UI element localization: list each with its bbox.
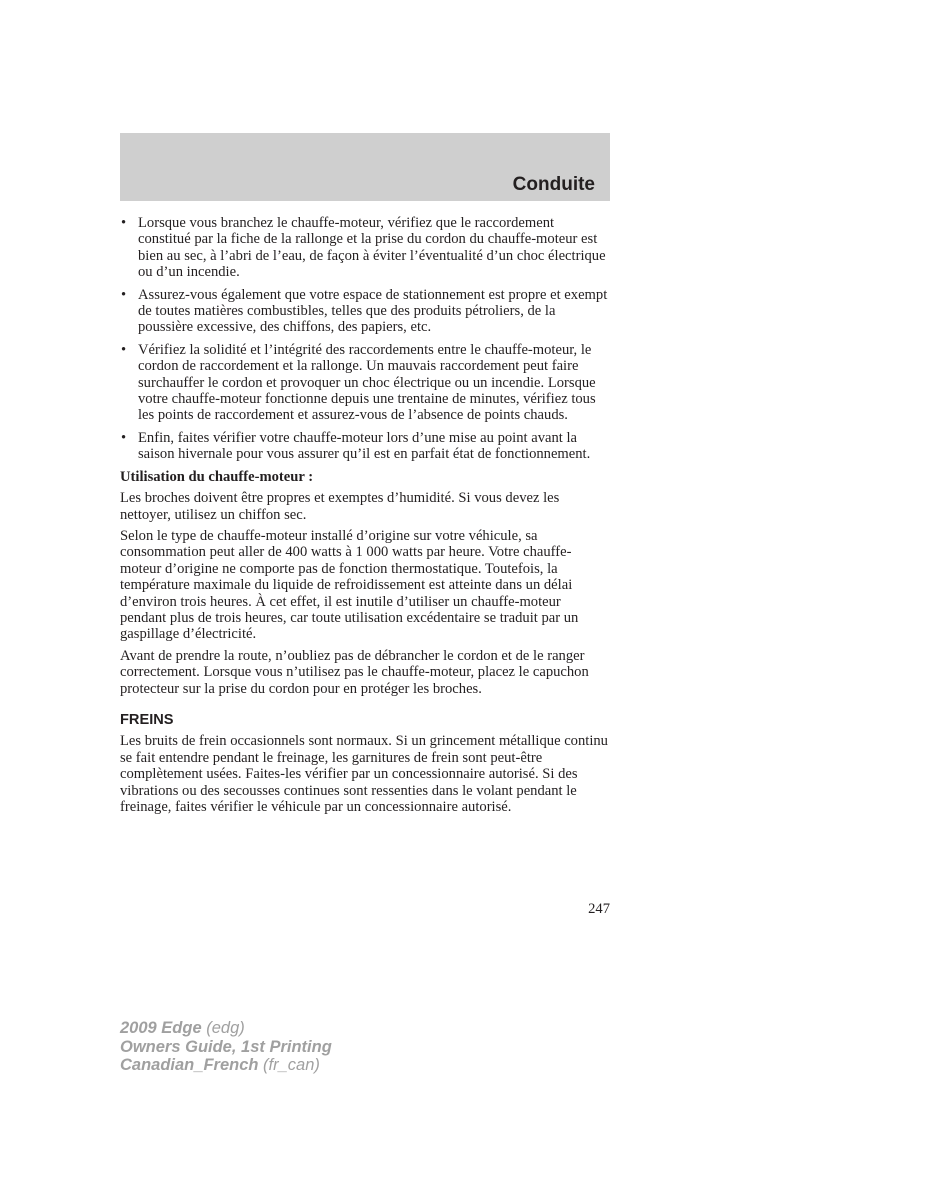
bullet-icon: • (121, 286, 127, 303)
footer-model: 2009 Edge (120, 1019, 202, 1037)
footer-line-model (120, 1019, 332, 1038)
bullet-item (120, 287, 610, 336)
brakes-paragraph: Les bruits de frein occasionnels sont normaux. Si un grincement métallique continu se fait entendre pendant le freinage, les garnitures de frein sont peut-être complètement usées. Faites-les vérifier par un concessionnaire autorisé. Si des vibrations ou des secousses continues sont ressenties dans le volant pendant le freinage, faites vérifier le véhicule par un concessionnaire autorisé. (120, 733, 608, 815)
document-footer (120, 1019, 332, 1075)
footer-line-language (120, 1056, 332, 1075)
bullet-text: Enfin, faites vérifier votre chauffe-moteur lors d’une mise au point avant la saison hivernale pour vous assurer qu’il est en parfait état de fonctionnement. (138, 429, 591, 463)
page-number: 247 (588, 901, 610, 917)
bullet-icon: • (121, 429, 127, 446)
section-title-conduite: Conduite (512, 174, 595, 195)
bullet-text: Assurez-vous également que votre espace de stationnement est propre et exempt de toutes matières combustibles, telles que des produits pétroliers, de la poussière excessive, des chiffons, des papiers, etc. (138, 286, 608, 336)
section-header-band (120, 133, 610, 201)
usage-paragraph: Les broches doivent être propres et exemptes d’humidité. Si vous devez les nettoyer, utilisez un chiffon sec. (120, 490, 560, 523)
bullet-text: Vérifiez la solidité et l’intégrité des raccordements entre le chauffe-moteur, le cordon de raccordement et la rallonge. Un mauvais raccordement peut faire surchauffer le cordon et provoquer un choc électrique ou un incendie. Lorsque votre chauffe-moteur fonctionne depuis une trentaine de minutes, vérifiez tous les points de raccordement et assurez-vous de l’absence de points chauds. (138, 341, 596, 424)
bullet-text: Lorsque vous branchez le chauffe-moteur, vérifiez que le raccordement constitué par la fiche de la rallonge et la prise du cordon du chauffe-moteur est bien au sec, à l’abri de l’eau, de façon à éviter l’éventualité d’un choc électrique ou d’un incendie. (138, 215, 606, 281)
usage-paragraph: Avant de prendre la route, n’oubliez pas de débrancher le cordon et de le ranger correctement. Lorsque vous n’utilisez pas le chauffe-moteur, placez le capuchon protecteur sur la prise du cordon pour en protéger les broches. (120, 647, 589, 697)
usage-paragraph: Selon le type de chauffe-moteur installé d’origine sur votre véhicule, sa consommation peut aller de 400 watts à 1 000 watts par heure. Votre chauffe-moteur d’origine ne comporte pas de fonction thermostatique. Toutefois, la température maximale du liquide de refroidissement est atteinte dans un délai d’environ trois heures. À cet effet, il est inutile d’utiliser un chauffe-moteur pendant plus de trois heures, car toute utilisation excédentaire se traduit par un gaspillage d’électricité. (120, 527, 579, 643)
bullet-list (120, 215, 610, 463)
bullet-icon: • (121, 215, 127, 231)
footer-language-code: (fr_can) (258, 1056, 320, 1074)
footer-model-code: (edg) (201, 1019, 245, 1037)
page-content (120, 215, 610, 820)
bullet-icon: • (121, 341, 127, 358)
footer-guide: Owners Guide, 1st Printing (120, 1037, 332, 1056)
usage-heading: Utilisation du chauffe-moteur : (120, 468, 314, 485)
brakes-heading: FREINS (120, 711, 174, 728)
bullet-item (120, 342, 610, 424)
footer-language: Canadian_French (120, 1056, 259, 1074)
bullet-item (120, 430, 610, 463)
bullet-item (120, 215, 610, 281)
